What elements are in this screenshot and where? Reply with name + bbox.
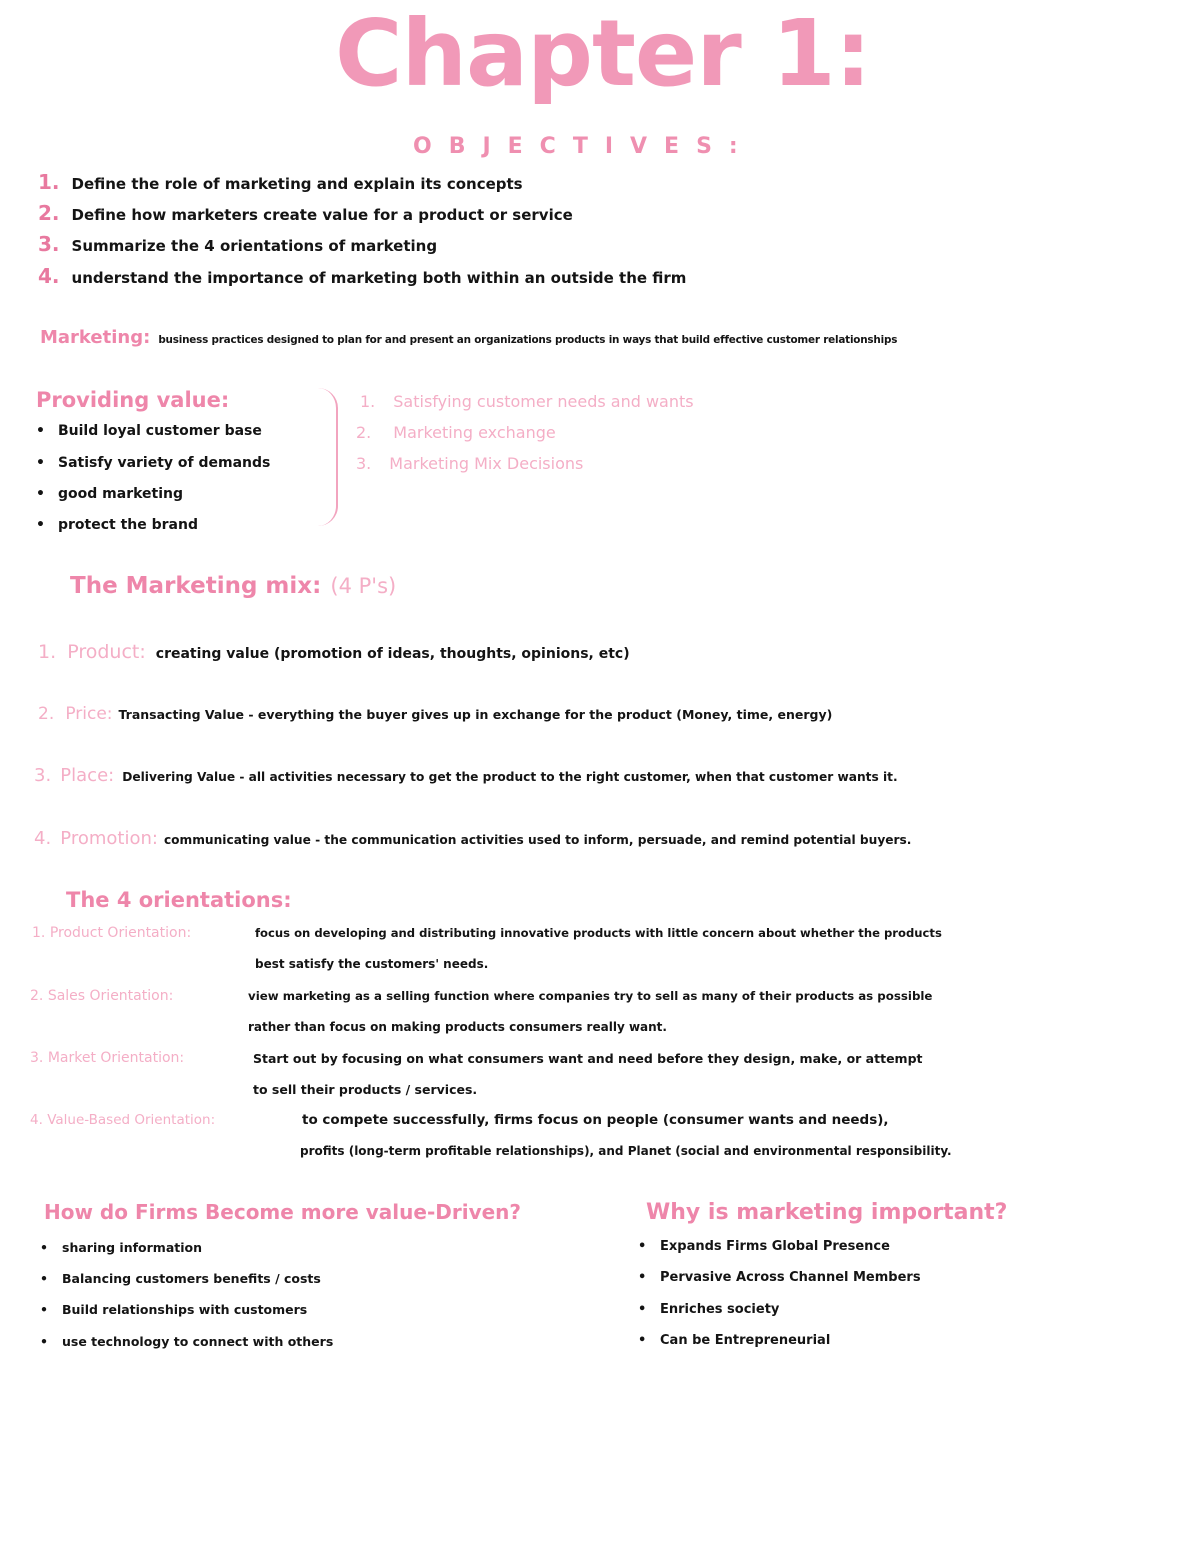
mix-number: 3. <box>34 765 52 786</box>
list-text: Satisfying customer needs and wants <box>393 392 694 411</box>
value-driven-bullet: • Balancing customers benefits / costs <box>40 1271 321 1286</box>
objective-number: 4. <box>38 264 60 288</box>
objective-text: Define how marketers create value for a product or service <box>71 206 573 224</box>
marketing-definition <box>40 327 897 348</box>
orientation-number: 1. <box>32 925 46 941</box>
mix-text: Delivering Value - all activities necessary to get the product to the right customer, when that customer wants it. <box>122 770 898 784</box>
orientation-label-text: Sales Orientation: <box>47 988 174 1004</box>
orientation-text: rather than focus on making products consumers really want. <box>248 1020 667 1034</box>
objective-text: understand the importance of marketing both within an outside the firm <box>71 269 687 287</box>
mix-number: 4. <box>34 828 52 849</box>
objective-number: 3. <box>38 232 60 256</box>
mix-label: Place: <box>60 765 115 786</box>
orientation-label <box>30 1112 215 1128</box>
value-driven-bullet: • use technology to connect with others <box>40 1334 333 1349</box>
value-driven-bullet: • sharing information <box>40 1240 202 1255</box>
mix-text: creating value (promotion of ideas, thoughts, opinions, etc) <box>155 646 630 662</box>
mix-label: Price: <box>65 704 113 724</box>
mix-item-promotion <box>34 828 911 849</box>
providing-value-bullet: • protect the brand <box>36 517 198 533</box>
orientation-number: 3. <box>30 1050 44 1066</box>
providing-value-heading: Providing value: <box>36 388 230 412</box>
orientation-label-text: Value-Based Orientation: <box>47 1112 216 1128</box>
orientation-label <box>30 1050 184 1066</box>
orientation-number: 4. <box>30 1112 43 1128</box>
list-number: 2. <box>356 423 372 442</box>
mix-label: Promotion: <box>60 828 158 849</box>
orientation-number: 2. <box>30 988 44 1004</box>
objective-number: 2. <box>38 201 60 225</box>
importance-bullet: • Can be Entrepreneurial <box>638 1333 830 1348</box>
mix-item-price <box>38 704 832 724</box>
providing-value-bullet: • good marketing <box>36 486 183 502</box>
list-number: 1. <box>360 392 376 411</box>
providing-value-list-item <box>360 392 694 411</box>
page-title: Chapter 1: <box>335 0 871 107</box>
providing-value-bullet: • Build loyal customer base <box>36 423 262 439</box>
objectives-heading: OBJECTIVES: <box>413 134 755 159</box>
objective-item <box>38 170 523 194</box>
mix-label: Product: <box>67 641 146 663</box>
orientation-text: view marketing as a selling function where companies try to sell as many of their products as possible <box>248 989 933 1003</box>
mix-item-product <box>38 641 630 663</box>
objective-text: Summarize the 4 orientations of marketing <box>71 237 438 255</box>
orientation-text: to sell their products / services. <box>253 1082 478 1097</box>
orientation-text: Start out by focusing on what consumers want and need before they design, make, or attempt <box>253 1051 923 1066</box>
marketing-mix-header <box>70 573 396 599</box>
orientation-label <box>30 988 173 1004</box>
importance-heading: Why is marketing important? <box>646 1200 1008 1225</box>
providing-value-list-item <box>356 454 583 473</box>
mix-number: 2. <box>38 704 55 724</box>
list-text: Marketing Mix Decisions <box>389 454 584 473</box>
marketing-definition-text: business practices designed to plan for and present an organizations products in ways that build effective customer relationships <box>158 334 898 346</box>
objective-number: 1. <box>38 170 60 194</box>
objective-item <box>38 201 573 225</box>
mix-number: 1. <box>38 641 57 663</box>
value-driven-bullet: • Build relationships with customers <box>40 1302 307 1317</box>
mix-text: Transacting Value - everything the buyer gives up in exchange for the product (Money, time, energy) <box>118 707 833 722</box>
orientations-heading: The 4 orientations: <box>66 888 292 912</box>
orientation-text: to compete successfully, firms focus on people (consumer wants and needs), <box>302 1112 889 1128</box>
objective-item <box>38 264 686 288</box>
orientation-text: profits (long-term profitable relationships), and Planet (social and environmental responsibility. <box>300 1144 952 1158</box>
orientation-label-text: Product Orientation: <box>49 925 192 941</box>
mix-text: communicating value - the communication activities used to inform, persuade, and remind potential buyers. <box>163 833 912 847</box>
value-driven-heading: How do Firms Become more value-Driven? <box>44 1200 522 1224</box>
list-number: 3. <box>356 454 372 473</box>
importance-bullet: • Enriches society <box>638 1302 779 1317</box>
importance-bullet: • Pervasive Across Channel Members <box>638 1270 921 1285</box>
providing-value-bullet: • Satisfy variety of demands <box>36 455 270 471</box>
orientation-label-text: Market Orientation: <box>47 1050 185 1066</box>
orientation-text: best satisfy the customers' needs. <box>255 957 489 971</box>
brace-divider <box>318 388 338 526</box>
marketing-mix-heading: The Marketing mix: <box>70 573 322 599</box>
orientation-text: focus on developing and distributing innovative products with little concern about whether the products <box>255 926 942 940</box>
marketing-mix-subheading: (4 P's) <box>330 574 397 598</box>
objective-text: Define the role of marketing and explain its concepts <box>71 175 523 193</box>
marketing-term: Marketing: <box>40 327 151 348</box>
mix-item-place <box>34 765 898 786</box>
objective-item <box>38 232 437 256</box>
orientation-label <box>32 925 191 941</box>
list-text: Marketing exchange <box>393 423 556 442</box>
importance-bullet: • Expands Firms Global Presence <box>638 1239 890 1254</box>
providing-value-list-item <box>356 423 556 442</box>
